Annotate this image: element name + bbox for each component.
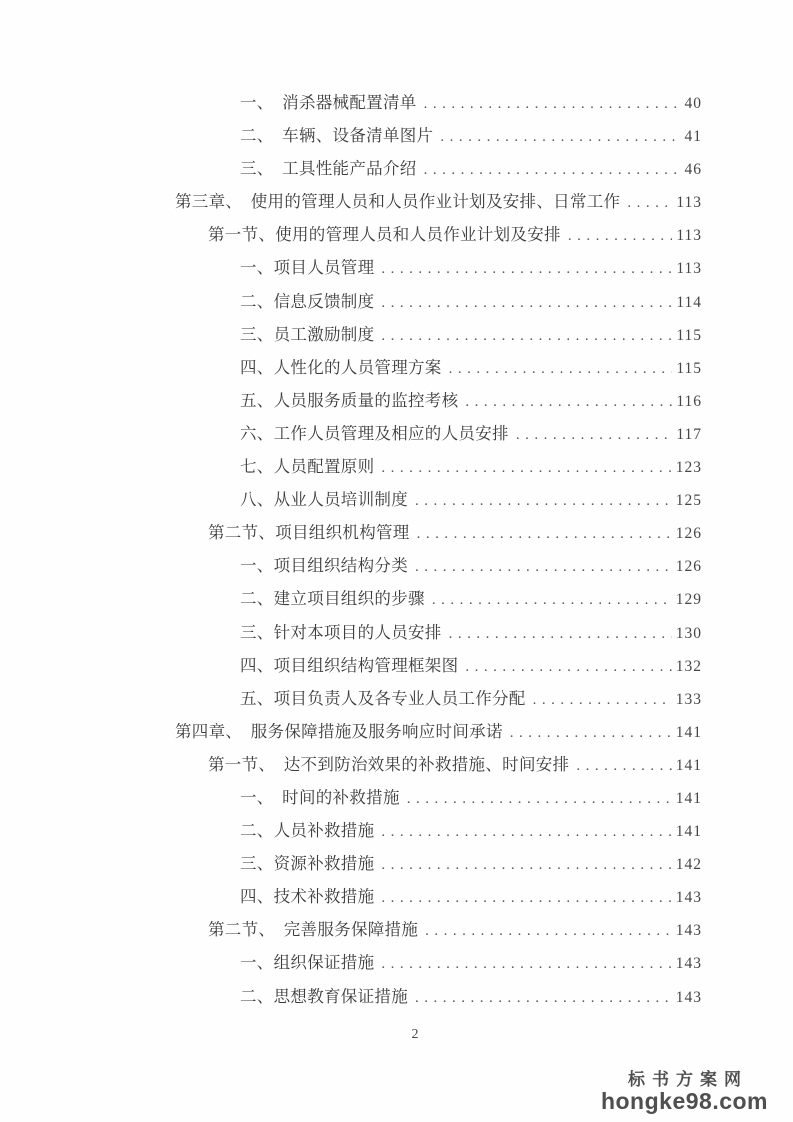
dot-leader: [516, 427, 673, 444]
toc-entry-page: 114: [676, 293, 702, 311]
toc-entry[interactable]: [175, 718, 702, 751]
toc-entry[interactable]: [175, 254, 702, 287]
toc-entry-page: 113: [676, 194, 702, 212]
toc-entry-label: 第一节、 达不到防治效果的补救措施、时间安排: [208, 754, 570, 774]
toc-entry-page: 143: [675, 955, 702, 973]
toc-entry-label: 二、信息反馈制度: [240, 291, 375, 311]
dot-leader: [424, 162, 681, 179]
toc-entry[interactable]: [175, 751, 702, 784]
toc-entry-page: 117: [676, 425, 702, 443]
toc-entry-label: 五、项目负责人及各专业人员工作分配: [240, 688, 526, 708]
toc-entry-label: 一、项目人员管理: [240, 258, 375, 278]
toc-entry[interactable]: [175, 155, 702, 188]
toc-entry[interactable]: [175, 949, 702, 982]
dot-leader: [381, 328, 672, 345]
dot-leader: [381, 956, 671, 973]
toc-entry-page: 143: [675, 889, 702, 907]
toc-entry[interactable]: [175, 188, 702, 221]
toc-entry[interactable]: [175, 420, 702, 453]
toc-entry-page: 143: [675, 922, 702, 940]
dot-leader: [415, 493, 672, 510]
dot-leader: [440, 129, 680, 146]
toc-entry[interactable]: [175, 983, 702, 1016]
toc-entry-label: 二、人员补救措施: [240, 821, 375, 841]
dot-leader: [415, 990, 672, 1007]
dot-leader: [576, 758, 671, 775]
dot-leader: [432, 592, 672, 609]
toc-entry[interactable]: [175, 784, 702, 817]
toc-entry[interactable]: [175, 387, 702, 420]
toc-entry-label: 第三章、 使用的管理人员和人员作业计划及安排、日常工作: [175, 192, 621, 212]
dot-leader: [510, 725, 672, 742]
toc-entry-page: 115: [676, 359, 702, 377]
toc-entry[interactable]: [175, 817, 702, 850]
dot-leader: [381, 261, 672, 278]
toc-entry-page: 46: [684, 161, 702, 179]
toc-entry[interactable]: [175, 288, 702, 321]
toc-entry[interactable]: [175, 453, 702, 486]
dot-leader: [465, 394, 672, 411]
watermark-site-text: hongke98.com: [600, 1088, 768, 1114]
toc-entry-label: 四、项目组织结构管理框架图: [240, 655, 459, 675]
dot-leader: [465, 659, 671, 676]
toc-entry-label: 七、人员配置原则: [240, 457, 375, 477]
toc-entry-label: 第一节、使用的管理人员和人员作业计划及安排: [208, 225, 561, 245]
toc-entry[interactable]: [175, 519, 702, 552]
dot-leader: [449, 626, 672, 643]
toc-entry-label: 三、 工具性能产品介绍: [240, 159, 417, 179]
dot-leader: [381, 295, 672, 312]
toc-entry-label: 二、思想教育保证措施: [240, 986, 408, 1006]
toc-entry-label: 四、人性化的人员管理方案: [240, 357, 442, 377]
toc-entry-page: 41: [684, 128, 702, 146]
toc-entry[interactable]: [175, 883, 702, 916]
toc-list: [175, 89, 702, 1016]
dot-leader: [381, 890, 671, 907]
toc-entry-label: 第二节、项目组织机构管理: [208, 523, 410, 543]
dot-leader: [407, 791, 672, 808]
dot-leader: [627, 195, 672, 212]
toc-entry[interactable]: [175, 652, 702, 685]
toc-entry[interactable]: [175, 89, 702, 122]
toc-entry[interactable]: [175, 552, 702, 585]
watermark-brand-text: 标书方案网: [627, 1070, 748, 1089]
toc-entry[interactable]: [175, 221, 702, 254]
toc-entry-label: 三、针对本项目的人员安排: [240, 622, 442, 642]
toc-entry-page: 141: [675, 756, 702, 774]
toc-entry[interactable]: [175, 486, 702, 519]
toc-entry[interactable]: [175, 916, 702, 949]
toc-entry-page: 123: [675, 459, 702, 477]
toc-entry-page: 132: [675, 657, 702, 675]
footer-page-number: 2: [411, 1027, 419, 1042]
dot-leader: [381, 857, 671, 874]
toc-entry-page: 113: [676, 227, 702, 245]
toc-entry[interactable]: [175, 850, 702, 883]
toc-entry-page: 141: [675, 723, 702, 741]
toc-entry-label: 四、技术补救措施: [240, 887, 375, 907]
toc-entry-label: 二、 车辆、设备清单图片: [240, 126, 434, 146]
toc-entry-page: 143: [675, 988, 702, 1006]
toc-entry-label: 一、 消杀器械配置清单: [240, 93, 417, 112]
toc-entry-page: 116: [676, 392, 702, 410]
toc-entry-page: 126: [675, 525, 702, 543]
toc-entry-page: 125: [675, 492, 702, 510]
watermark: [601, 1071, 768, 1113]
toc-entry-page: 115: [676, 326, 702, 344]
toc-entry-label: 二、建立项目组织的步骤: [240, 589, 425, 609]
dot-leader: [381, 460, 671, 477]
toc-entry-page: 141: [675, 823, 702, 841]
dot-leader: [417, 526, 672, 543]
toc-entry-page: 130: [675, 624, 702, 642]
dot-leader: [424, 96, 681, 113]
dot-leader: [449, 361, 673, 378]
toc-entry[interactable]: [175, 122, 702, 155]
toc-entry-label: 一、 时间的补救措施: [240, 787, 400, 807]
toc-entry-label: 一、项目组织结构分类: [240, 556, 408, 576]
dot-leader: [533, 692, 672, 709]
toc-entry-label: 五、人员服务质量的监控考核: [240, 390, 459, 410]
dot-leader: [415, 559, 672, 576]
toc-entry-label: 第四章、 服务保障措施及服务响应时间承诺: [175, 721, 503, 741]
toc-entry-page: 126: [675, 558, 702, 576]
dot-leader: [425, 923, 672, 940]
toc-entry-page: 133: [675, 690, 702, 708]
toc-entry-page: 40: [684, 95, 702, 112]
toc-entry-label: 三、资源补救措施: [240, 854, 375, 874]
toc-entry-page: 113: [676, 260, 702, 278]
toc-entry-page: 129: [675, 591, 702, 609]
toc-entry-page: 142: [675, 856, 702, 874]
toc-entry[interactable]: [175, 685, 702, 718]
dot-leader: [568, 228, 673, 245]
toc-entry-label: 三、员工激励制度: [240, 324, 375, 344]
toc-entry-label: 六、工作人员管理及相应的人员安排: [240, 423, 509, 443]
toc-entry[interactable]: [175, 585, 702, 618]
toc-entry[interactable]: [175, 354, 702, 387]
toc-entry-label: 第二节、 完善服务保障措施: [208, 920, 419, 940]
toc-entry-label: 八、从业人员培训制度: [240, 490, 408, 510]
toc-entry[interactable]: [175, 619, 702, 652]
toc-entry-label: 一、组织保证措施: [240, 953, 375, 973]
toc-entry[interactable]: [175, 321, 702, 354]
dot-leader: [381, 824, 671, 841]
toc-entry-page: 141: [675, 789, 702, 807]
